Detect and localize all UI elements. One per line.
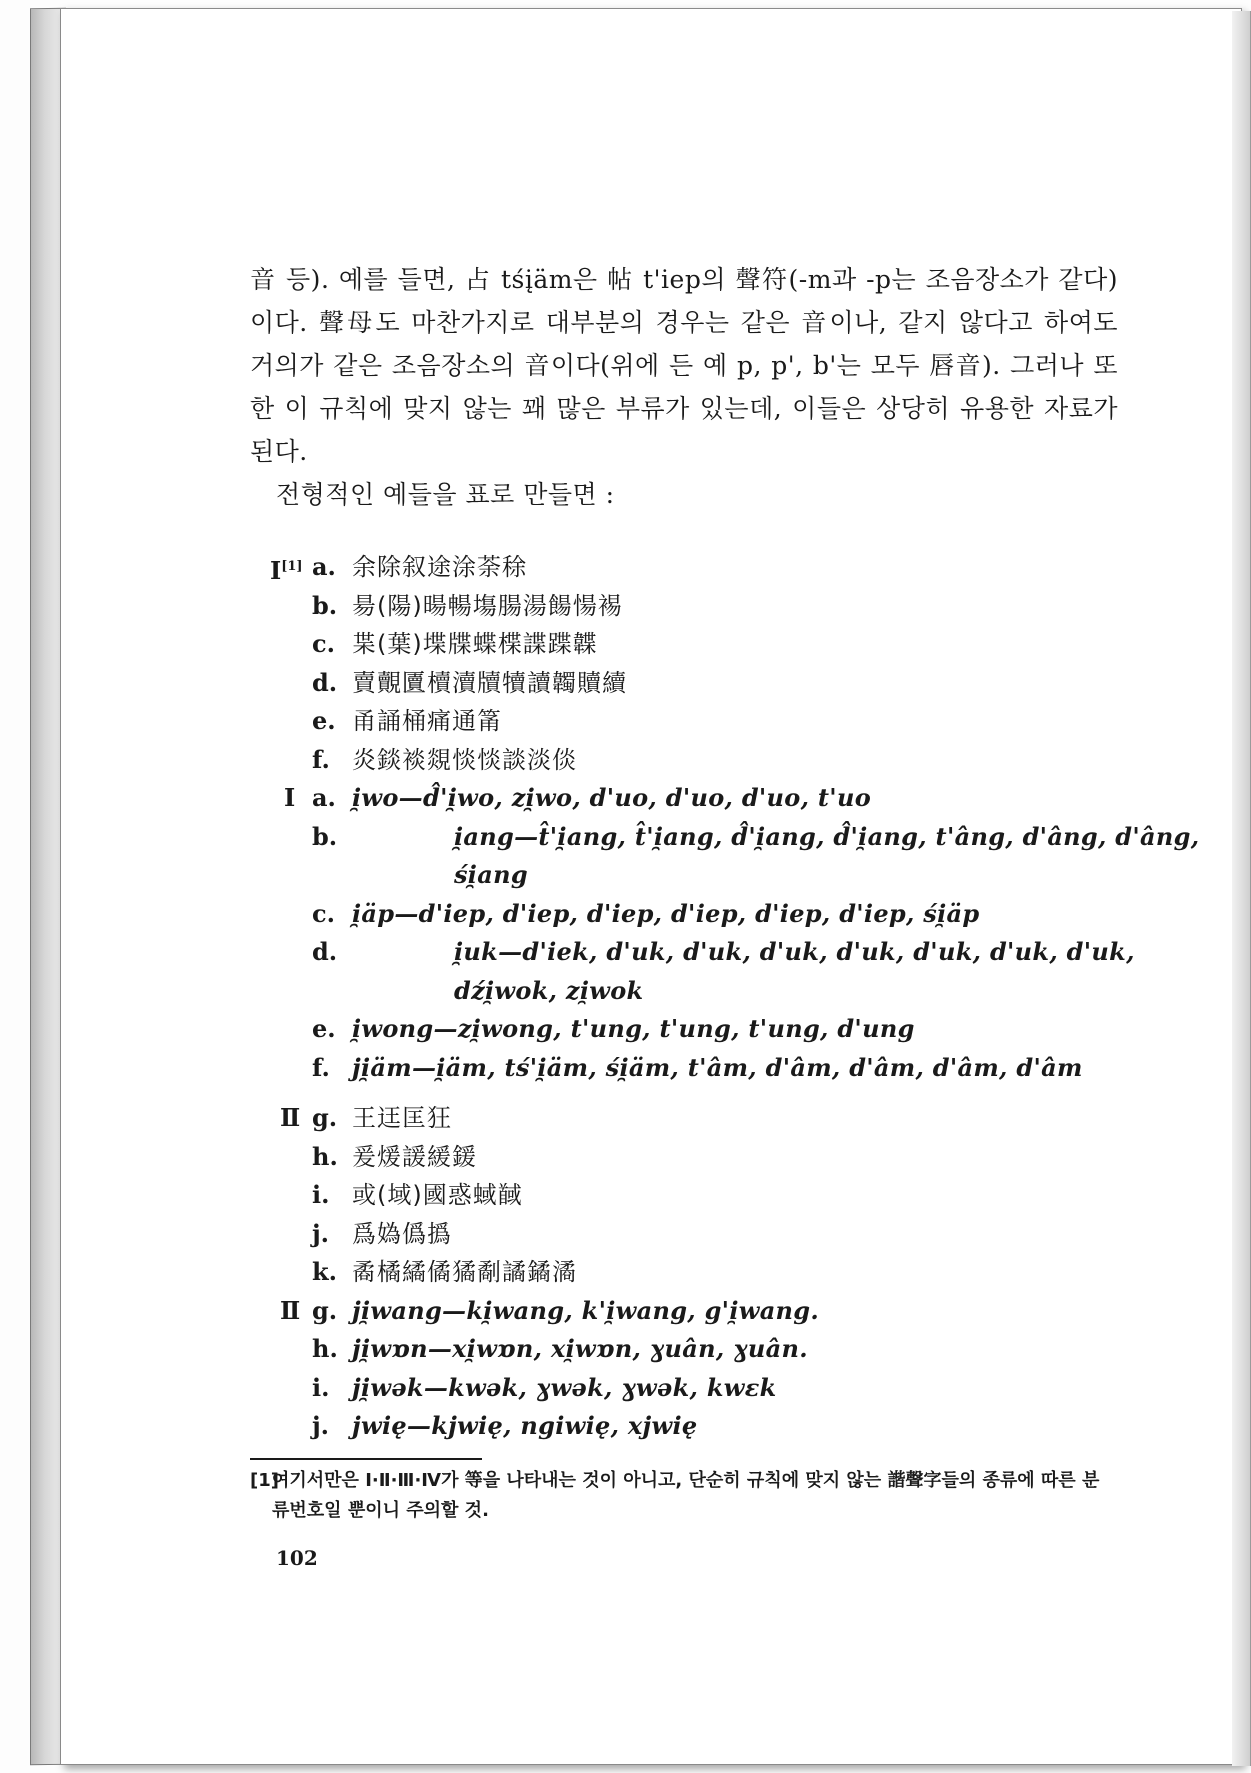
item-letter: a. (312, 783, 336, 812)
item-characters: 或(域)國惑蜮馘 (352, 1181, 523, 1209)
item-readings: jwię—kjwię, ngiwię, xjwię (352, 1411, 698, 1440)
item-letter: c. (312, 629, 335, 658)
footnote-marker: [1] (281, 559, 303, 574)
list-item (250, 1099, 1118, 1138)
list-item (250, 664, 1118, 703)
item-readings: ji̯wang—ki̯wang, k'i̯wang, g'i̯wang. (352, 1295, 820, 1325)
list-item (250, 625, 1118, 664)
list-item (250, 933, 1135, 1010)
group-spacer (250, 1087, 1118, 1099)
list-item (250, 1407, 1118, 1446)
paragraph-1: 音 등). 예를 들면, 占 tśįäm은 帖 t'iep의 聲符(-m과 -p는 조음장소가 같다)이다. 聲母도 마찬가지로 대부분의 경우는 같은 音이나, 같지 않다고 하여도 거의가 같은 조음장소의 音이다(위에 든 예 p, p', b'는 모두 唇音). 그러나 또한 이 규칙에 맞지 않는 꽤 많은 부류가 있는데, 이들은 상당히 유용한 자료가 된다. (250, 265, 1118, 466)
item-readings: ji̯äm—i̯äm, tś'i̯äm, śi̯äm, t'âm, d'âm, d'âm, d'âm, d'âm (352, 1052, 1083, 1082)
item-letter: f. (312, 744, 330, 774)
page-stack-right (1232, 11, 1251, 1766)
item-letter: i. (312, 1180, 330, 1209)
item-letter: i. (312, 1372, 330, 1402)
item-letter: h. (312, 1141, 338, 1171)
item-letter: e. (312, 706, 336, 735)
item-letter: k. (312, 1257, 337, 1286)
list-item (250, 1049, 1118, 1088)
item-characters: 余除叙途涂荼稌 (352, 553, 527, 581)
item-letter: f. (312, 1052, 330, 1082)
item-letter: j. (312, 1411, 330, 1440)
item-letter: h. (312, 1334, 338, 1363)
paragraph-2: 전형적인 예들을 표로 만들면 : (276, 480, 615, 509)
item-letter: c. (312, 898, 335, 928)
item-readings: ji̯wək—kwək, ɣwək, ɣwək, kwɛk (352, 1372, 777, 1402)
list-item (250, 1215, 1118, 1254)
item-characters: 賣覿匵櫝瀆牘犢讀韣贖續 (352, 668, 627, 697)
list-item (250, 1253, 1118, 1292)
list-item (250, 895, 1118, 934)
list-item (250, 1292, 1118, 1331)
item-letter: b. (312, 821, 338, 851)
roman-label: I (270, 556, 282, 585)
item-characters: 甬誦桶痛通筩 (352, 707, 502, 735)
footnote-label: [1] (250, 1470, 279, 1491)
item-letter: d. (312, 667, 338, 697)
list-item (250, 548, 1118, 587)
list-item (250, 587, 1118, 626)
page-number: 102 (276, 1546, 318, 1570)
item-letter: b. (312, 590, 338, 620)
example-list (250, 548, 1200, 1446)
list-item (250, 1138, 1118, 1177)
item-letter: g. (312, 1295, 338, 1325)
group-roman-numeral (270, 548, 303, 591)
group-roman-numeral: I (284, 783, 296, 812)
footnote-divider (250, 1458, 482, 1460)
item-letter: d. (312, 937, 338, 966)
item-readings: i̯uk—d'iek, d'uk, d'uk, d'uk, d'uk, d'uk, d'uk, d'uk, dźi̯wok, zi̯wok (454, 937, 1135, 1005)
list-item (250, 702, 1118, 741)
item-characters: 王迋匡狂 (352, 1104, 452, 1132)
list-item (250, 779, 1118, 818)
item-characters: 爲媯僞撝 (352, 1219, 452, 1248)
item-letter: e. (312, 1014, 336, 1043)
body-text (250, 258, 1200, 1446)
footnote (250, 1466, 1112, 1526)
item-characters: 矞橘繘僪獝劀譎鐍潏 (352, 1258, 577, 1286)
item-letter: g. (312, 1103, 338, 1132)
group-roman-numeral: Ⅱ (280, 1295, 301, 1325)
list-item (250, 1010, 1118, 1049)
item-readings: i̯äp—d'iep, d'iep, d'iep, d'iep, d'iep, d'iep, śi̯äp (352, 898, 980, 928)
item-readings: i̯ang—t̂'i̯ang, t̂'i̯ang, d̂'i̯ang, d̂'i̯ang, t'âng, d'âng, d'âng, śi̯ang (454, 821, 1200, 889)
item-letter: a. (312, 552, 336, 581)
item-characters: 昜(陽)暘暢塲腸湯餳愓裼 (352, 591, 623, 620)
group-roman-numeral: Ⅱ (280, 1103, 301, 1132)
item-readings: i̯wong—zi̯wong, t'ung, t'ung, t'ung, d'ung (352, 1014, 915, 1043)
list-item (250, 741, 1118, 780)
item-characters: 枼(葉)堞牒蝶楪諜蹀韘 (352, 630, 598, 658)
item-characters: 炎錟裧覢惔惔談淡倓 (352, 745, 577, 774)
list-item (250, 1369, 1118, 1408)
item-characters: 爰煖諼緩鍰 (352, 1142, 477, 1171)
item-letter: j. (312, 1218, 330, 1248)
footnote-text: 여기서만은 Ⅰ·Ⅱ·Ⅲ·Ⅳ가 等을 나타내는 것이 아니고, 단순히 규칙에 맞지 않는 諧聲字들의 종류에 따른 분류번호일 뿐이니 주의할 것. (272, 1470, 1100, 1521)
list-item (250, 1176, 1118, 1215)
item-readings: ji̯wɒn—xi̯wɒn, xi̯wɒn, ɣuân, ɣuân. (352, 1334, 808, 1363)
item-readings: i̯wo—d̂'i̯wo, zi̯wo, d'uo, d'uo, d'uo, t'uo (352, 783, 872, 812)
list-item (250, 1330, 1118, 1369)
list-item (250, 818, 1200, 895)
